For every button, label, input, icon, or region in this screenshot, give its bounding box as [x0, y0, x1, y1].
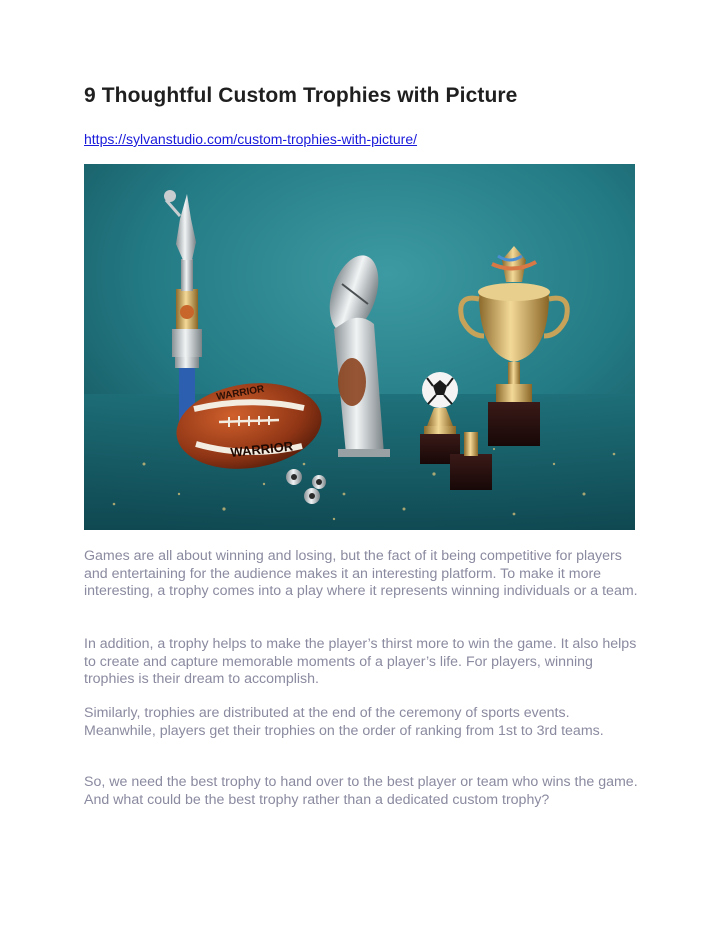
football-text-bottom: WARRIOR	[229, 438, 294, 460]
trophies-photo	[84, 164, 635, 530]
paragraph-2: In addition, a trophy helps to make the player’s thirst more to win the game. It also helps to create and capture memorable moments of a player’s life. For players, winning trophies is their dream to accomplish.	[84, 636, 637, 687]
football-text-top: WARRIOR	[215, 383, 266, 403]
page-title: 9 Thoughtful Custom Trophies with Picture	[84, 84, 518, 107]
source-link[interactable]: https://sylvanstudio.com/custom-trophies-with-picture/	[84, 131, 418, 147]
paragraph-1: Games are all about winning and losing, but the fact of it being competitive for players and entertaining for the audience makes it an interesting platform. To make it more interesting, a trophy comes into a play where it represents winning individuals or a team.	[84, 548, 638, 599]
paragraph-3: Similarly, trophies are distributed at the end of the ceremony of sports events. Meanwhile, players get their trophies on the order of ranking from 1st to 3rd teams.	[84, 705, 604, 739]
paragraph-4: So, we need the best trophy to hand over to the best player or team who wins the game. And what could be the best trophy rather than a dedicated custom trophy?	[84, 774, 638, 808]
